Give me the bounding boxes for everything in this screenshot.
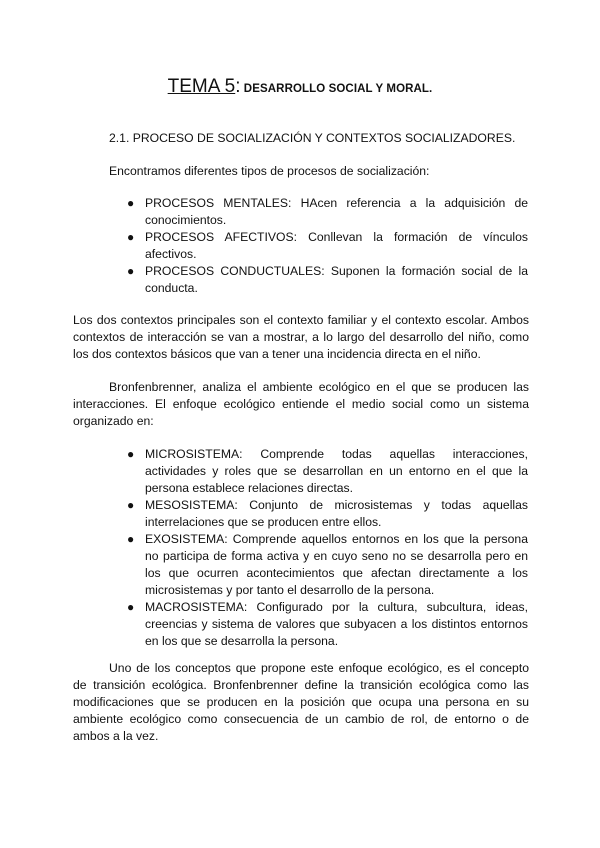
process-list xyxy=(127,195,528,297)
list-item: ● MACROSISTEMA: Configurado por la cultura, subcultura, ideas, creencias y sistema de valores que subyacen a los distintos entornos en los que se desarrolla la persona. xyxy=(127,600,528,648)
bullet-icon: ● xyxy=(127,447,135,461)
title-subtitle: DESARROLLO SOCIAL Y MORAL. xyxy=(240,83,433,95)
list-item: ● EXOSISTEMA: Comprende aquellos entornos en los que la persona no participa de forma activa y en cuyo seno no se desarrolla pero en los que ocurren acontecimientos que afectan directamente a los microsistemas y por tanto el desarrollo de la persona. xyxy=(127,532,528,597)
list-item: ● MICROSISTEMA: Comprende todas aquellas interacciones, actividades y roles que se desarrollan en un entorno en el que la persona establece relaciones directas. xyxy=(127,447,528,495)
bronfenbrenner-paragraph: Bronfenbrenner, analiza el ambiente ecológico en el que se producen las interacciones. El enfoque ecológico entiende el medio social como un sistema organizado en: xyxy=(73,380,529,428)
intro-text: Encontramos diferentes tipos de procesos de socialización: xyxy=(109,164,430,178)
bullet-icon: ● xyxy=(127,498,135,512)
list-item: ● PROCESOS MENTALES: HAcen referencia a la adquisición de conocimientos. xyxy=(127,196,528,227)
bullet-icon: ● xyxy=(127,230,135,244)
title-main: TEMA 5 xyxy=(167,76,236,97)
contexts-paragraph: Los dos contextos principales son el contexto familiar y el contexto escolar. Ambos contextos de interacción se van a mostrar, a lo largo del desarrollo del niño, como los dos contextos básicos que van a tener una incidencia directa en el niño. xyxy=(73,313,529,361)
bullet-icon: ● xyxy=(127,196,135,210)
bullet-icon: ● xyxy=(127,264,135,278)
bullet-icon: ● xyxy=(127,532,135,546)
transition-paragraph: Uno de los conceptos que propone este enfoque ecológico, es el concepto de transición ecológica. Bronfenbrenner define la transición ecológica como las modificaciones que se producen en la posición que ocupa una persona en su ambiente ecológico como consecuencia de un cambio de rol, de entorno o de ambos a la vez. xyxy=(73,661,529,743)
list-item: ● PROCESOS CONDUCTUALES: Suponen la formación social de la conducta. xyxy=(127,264,528,295)
document-title xyxy=(0,76,600,98)
section-heading: 2.1. PROCESO DE SOCIALIZACIÓN Y CONTEXTOS SOCIALIZADORES. xyxy=(109,131,516,145)
bullet-icon: ● xyxy=(127,600,135,614)
title-colon: : xyxy=(235,76,241,97)
systems-list xyxy=(127,446,528,650)
list-item: ● PROCESOS AFECTIVOS: Conllevan la formación de vínculos afectivos. xyxy=(127,230,528,261)
list-item: ● MESOSISTEMA: Conjunto de microsistemas y todas aquellas interrelaciones que se producen entre ellos. xyxy=(127,498,528,529)
